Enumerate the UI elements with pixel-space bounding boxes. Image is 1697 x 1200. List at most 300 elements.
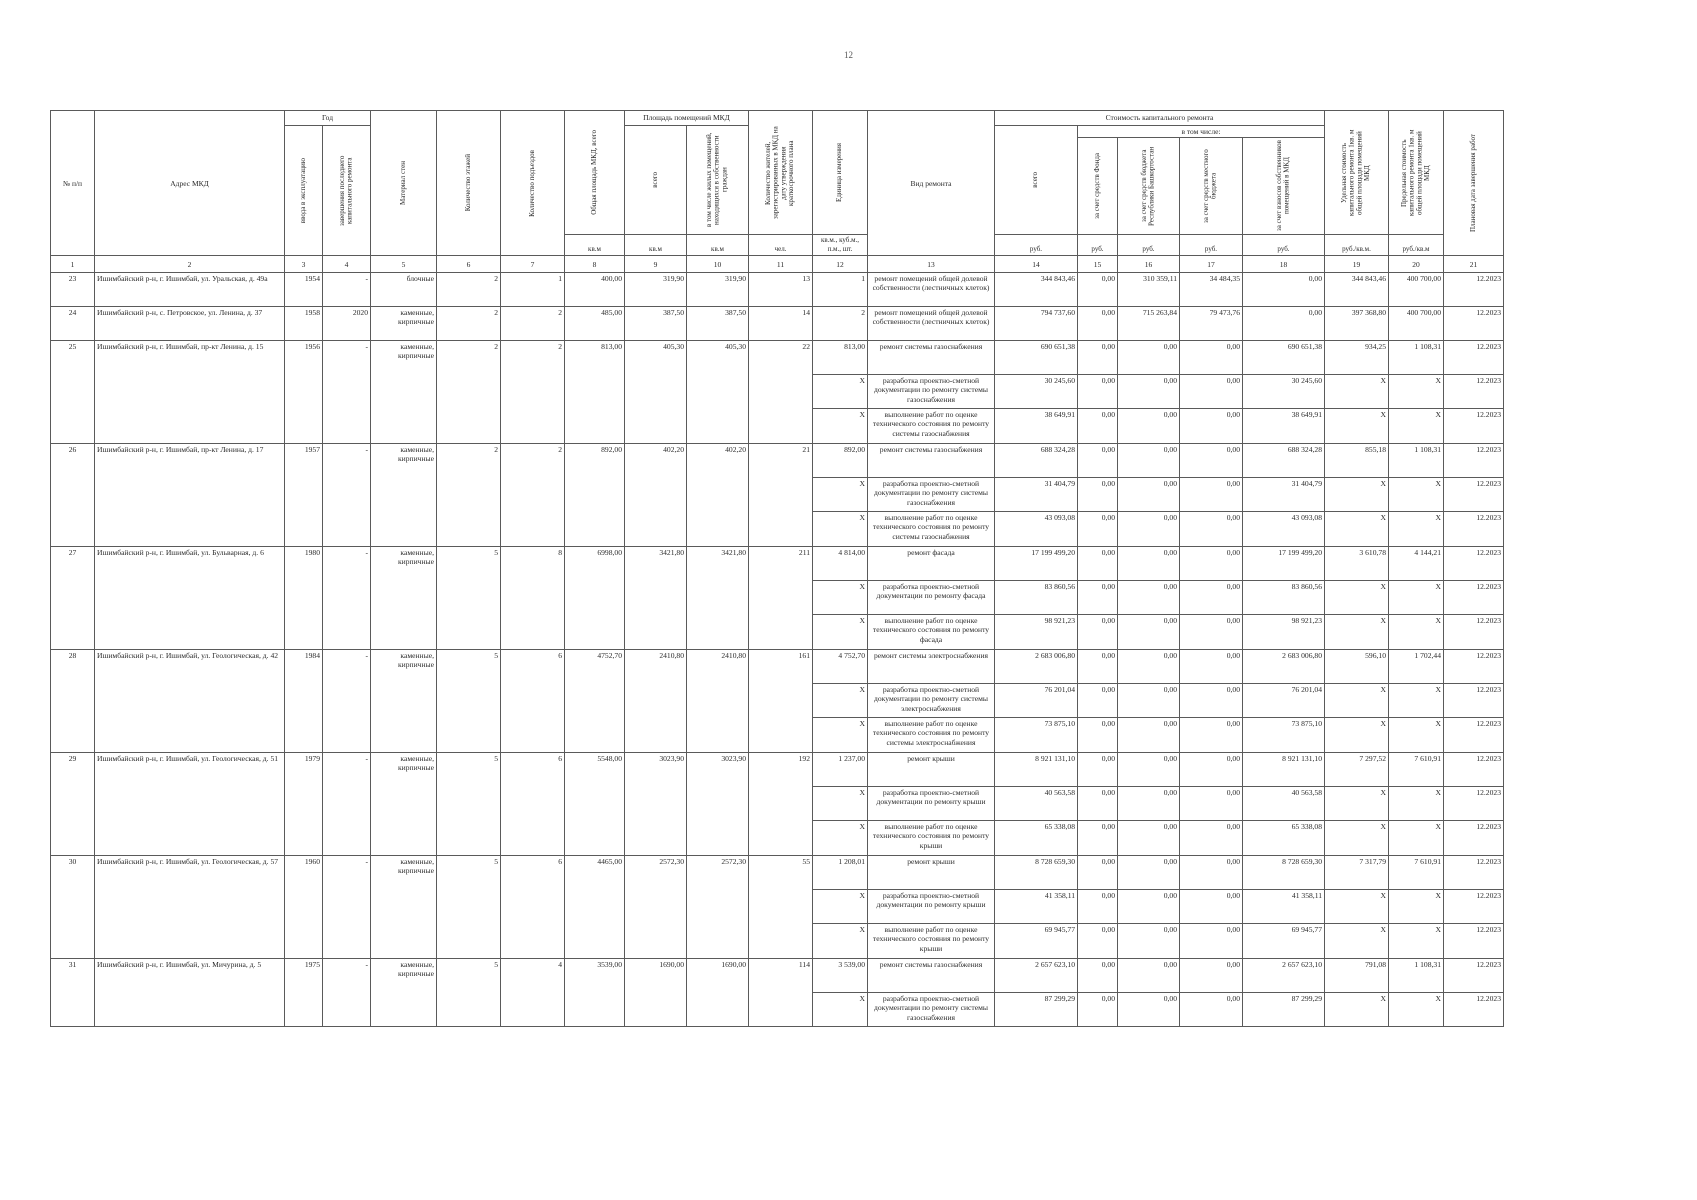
unit-cost-cell: X [1325, 718, 1389, 753]
planned-date-cell: 12.2023 [1444, 547, 1504, 581]
entrances-cell [501, 821, 565, 856]
row-number: 24 [51, 307, 95, 341]
repair-type-cell: ремонт системы газоснабжения [868, 444, 995, 478]
citizens-area-cell [687, 993, 749, 1027]
cost-total-cell: 43 093,08 [995, 512, 1078, 547]
cost-total-cell: 794 737,60 [995, 307, 1078, 341]
premises-cell: 405,30 [625, 341, 687, 375]
premises-cell: 1690,00 [625, 959, 687, 993]
planned-date-cell: 12.2023 [1444, 444, 1504, 478]
planned-date-cell: 12.2023 [1444, 478, 1504, 512]
cost-local-cell: 0,00 [1180, 581, 1243, 615]
cost-republic-cell: 0,00 [1118, 890, 1180, 924]
total-area-cell: 892,00 [565, 444, 625, 478]
limit-cost-cell: 1 702,44 [1389, 650, 1444, 684]
residents-cell [749, 890, 813, 924]
cost-republic-cell: 0,00 [1118, 615, 1180, 650]
table-row [51, 478, 1504, 512]
total-area-cell: 400,00 [565, 273, 625, 307]
premises-cell [625, 924, 687, 959]
total-area-cell: 4752,70 [565, 650, 625, 684]
repair-type-cell: ремонт системы электроснабжения [868, 650, 995, 684]
capital-repair-plan-table [50, 110, 1504, 1027]
year-cell: 1984 [285, 650, 323, 684]
header-entrances: Количество подъездов [501, 111, 565, 256]
unit-value-cell: 1 [813, 273, 868, 307]
row-number [51, 478, 95, 512]
limit-cost-cell: X [1389, 821, 1444, 856]
cost-total-cell: 8 921 131,10 [995, 753, 1078, 787]
cost-owners-cell: 8 921 131,10 [1243, 753, 1325, 787]
unit-local: руб. [1180, 235, 1243, 256]
column-number: 17 [1180, 256, 1243, 273]
row-number [51, 375, 95, 409]
unit-cost-cell: X [1325, 890, 1389, 924]
cost-owners-cell: 0,00 [1243, 273, 1325, 307]
residents-cell: 14 [749, 307, 813, 341]
wall-material-cell: каменные, кирпичные [371, 307, 437, 341]
planned-date-cell: 12.2023 [1444, 512, 1504, 547]
unit-total-area: кв.м [565, 235, 625, 256]
cost-owners-cell: 73 875,10 [1243, 718, 1325, 753]
cost-fund-cell: 0,00 [1078, 444, 1118, 478]
table-row [51, 787, 1504, 821]
limit-cost-cell: 1 108,31 [1389, 959, 1444, 993]
limit-cost-cell: X [1389, 890, 1444, 924]
header-year-last-repair: завершения последнего капитального ремонта [323, 126, 371, 256]
limit-cost-cell: X [1389, 615, 1444, 650]
planned-date-cell: 12.2023 [1444, 341, 1504, 375]
unit-premises-total: кв.м [625, 235, 687, 256]
entrances-cell: 4 [501, 959, 565, 993]
unit-value-cell: X [813, 581, 868, 615]
total-area-cell [565, 821, 625, 856]
entrances-cell [501, 924, 565, 959]
last-repair-cell: - [323, 341, 371, 375]
citizens-area-cell [687, 512, 749, 547]
floors-cell: 2 [437, 444, 501, 478]
header-including: в том числе: [1078, 126, 1325, 138]
cost-republic-cell: 0,00 [1118, 547, 1180, 581]
planned-date-cell: 12.2023 [1444, 959, 1504, 993]
unit-cost-cell: X [1325, 375, 1389, 409]
cost-fund-cell: 0,00 [1078, 890, 1118, 924]
repair-type-cell: разработка проектно-сметной документации по ремонту фасада [868, 581, 995, 615]
cost-republic-cell: 0,00 [1118, 753, 1180, 787]
table-row [51, 273, 1504, 307]
table-row [51, 547, 1504, 581]
row-number [51, 581, 95, 615]
cost-owners-cell: 76 201,04 [1243, 684, 1325, 718]
residents-cell [749, 993, 813, 1027]
year-cell: 1956 [285, 341, 323, 375]
citizens-area-cell [687, 787, 749, 821]
table-row [51, 856, 1504, 890]
repair-type-cell: ремонт системы газоснабжения [868, 959, 995, 993]
citizens-area-cell: 1690,00 [687, 959, 749, 993]
cost-total-cell: 83 860,56 [995, 581, 1078, 615]
citizens-area-cell [687, 684, 749, 718]
column-numbers-row [51, 256, 1504, 273]
address-cell [95, 684, 285, 718]
premises-cell: 2572,30 [625, 856, 687, 890]
unit-value-cell: X [813, 890, 868, 924]
residents-cell [749, 821, 813, 856]
last-repair-cell: - [323, 856, 371, 890]
last-repair-cell: 2020 [323, 307, 371, 341]
header-cost-total: всего [995, 126, 1078, 235]
floors-cell: 5 [437, 959, 501, 993]
cost-local-cell: 0,00 [1180, 512, 1243, 547]
planned-date-cell: 12.2023 [1444, 924, 1504, 959]
header-repair-type: Вид ремонта [868, 111, 995, 256]
row-number: 28 [51, 650, 95, 684]
entrances-cell [501, 512, 565, 547]
premises-cell [625, 512, 687, 547]
limit-cost-cell: X [1389, 409, 1444, 444]
row-number: 30 [51, 856, 95, 890]
wall-material-cell [371, 375, 437, 409]
cost-fund-cell: 0,00 [1078, 581, 1118, 615]
cost-total-cell: 98 921,23 [995, 615, 1078, 650]
unit-value-cell: X [813, 993, 868, 1027]
year-cell [285, 890, 323, 924]
row-number [51, 993, 95, 1027]
floors-cell [437, 375, 501, 409]
unit-value-cell: X [813, 615, 868, 650]
cost-total-cell: 690 651,38 [995, 341, 1078, 375]
citizens-area-cell [687, 375, 749, 409]
last-repair-cell: - [323, 444, 371, 478]
cost-total-cell: 2 657 623,10 [995, 959, 1078, 993]
table-row [51, 650, 1504, 684]
address-cell [95, 512, 285, 547]
unit-cost-cell: X [1325, 924, 1389, 959]
header-year: Год [285, 111, 371, 126]
residents-cell: 161 [749, 650, 813, 684]
unit-value-cell: X [813, 409, 868, 444]
column-number: 12 [813, 256, 868, 273]
wall-material-cell [371, 821, 437, 856]
last-repair-cell [323, 581, 371, 615]
unit-fund: руб. [1078, 235, 1118, 256]
entrances-cell: 2 [501, 341, 565, 375]
last-repair-cell [323, 512, 371, 547]
header-num: № п/п [51, 111, 95, 256]
cost-fund-cell: 0,00 [1078, 341, 1118, 375]
planned-date-cell: 12.2023 [1444, 307, 1504, 341]
repair-type-cell: разработка проектно-сметной документации по ремонту крыши [868, 890, 995, 924]
total-area-cell [565, 409, 625, 444]
cost-owners-cell: 43 093,08 [1243, 512, 1325, 547]
table-row [51, 341, 1504, 375]
column-number: 7 [501, 256, 565, 273]
cost-republic-cell: 0,00 [1118, 924, 1180, 959]
unit-cost-cell: 3 610,78 [1325, 547, 1389, 581]
citizens-area-cell [687, 581, 749, 615]
cost-fund-cell: 0,00 [1078, 375, 1118, 409]
cost-owners-cell: 17 199 499,20 [1243, 547, 1325, 581]
unit-value-cell: 4 814,00 [813, 547, 868, 581]
column-number: 11 [749, 256, 813, 273]
wall-material-cell [371, 993, 437, 1027]
planned-date-cell: 12.2023 [1444, 650, 1504, 684]
table-header [51, 111, 1504, 273]
unit-value-cell: 3 539,00 [813, 959, 868, 993]
cost-republic-cell: 0,00 [1118, 375, 1180, 409]
address-cell: Ишимбайский р-н, г. Ишимбай, ул. Бульварная, д. 6 [95, 547, 285, 581]
citizens-area-cell: 402,20 [687, 444, 749, 478]
cost-total-cell: 73 875,10 [995, 718, 1078, 753]
planned-date-cell: 12.2023 [1444, 753, 1504, 787]
premises-cell [625, 890, 687, 924]
limit-cost-cell: 1 108,31 [1389, 341, 1444, 375]
floors-cell: 5 [437, 856, 501, 890]
cost-owners-cell: 688 324,28 [1243, 444, 1325, 478]
row-number [51, 890, 95, 924]
cost-fund-cell: 0,00 [1078, 478, 1118, 512]
floors-cell [437, 821, 501, 856]
floors-cell [437, 478, 501, 512]
residents-cell: 211 [749, 547, 813, 581]
wall-material-cell [371, 890, 437, 924]
floors-cell [437, 581, 501, 615]
address-cell: Ишимбайский р-н, с. Петровское, ул. Ленина, д. 37 [95, 307, 285, 341]
cost-fund-cell: 0,00 [1078, 924, 1118, 959]
column-number: 4 [323, 256, 371, 273]
cost-total-cell: 65 338,08 [995, 821, 1078, 856]
cost-republic-cell: 0,00 [1118, 718, 1180, 753]
cost-total-cell: 38 649,91 [995, 409, 1078, 444]
header-unit: Единица измерения [813, 111, 868, 235]
wall-material-cell: каменные, кирпичные [371, 547, 437, 581]
header-residents: Количество жителей, зарегистрированных в МКД на дату утверждения краткосрочного плана [749, 111, 813, 235]
year-cell [285, 512, 323, 547]
unit-owners: руб. [1243, 235, 1325, 256]
entrances-cell [501, 890, 565, 924]
residents-cell [749, 409, 813, 444]
cost-republic-cell: 0,00 [1118, 444, 1180, 478]
cost-republic-cell: 0,00 [1118, 787, 1180, 821]
cost-total-cell: 688 324,28 [995, 444, 1078, 478]
repair-type-cell: ремонт помещений общей долевой собственности (лестничных клеток) [868, 307, 995, 341]
last-repair-cell [323, 718, 371, 753]
column-number: 8 [565, 256, 625, 273]
total-area-cell [565, 375, 625, 409]
last-repair-cell [323, 375, 371, 409]
planned-date-cell: 12.2023 [1444, 615, 1504, 650]
wall-material-cell [371, 409, 437, 444]
total-area-cell [565, 924, 625, 959]
address-cell [95, 821, 285, 856]
cost-fund-cell: 0,00 [1078, 993, 1118, 1027]
table-row [51, 409, 1504, 444]
cost-local-cell: 0,00 [1180, 547, 1243, 581]
residents-cell: 114 [749, 959, 813, 993]
repair-type-cell: выполнение работ по оценке технического состояния по ремонту фасада [868, 615, 995, 650]
unit-limit-cost: руб./кв.м [1389, 235, 1444, 256]
last-repair-cell [323, 890, 371, 924]
wall-material-cell: каменные, кирпичные [371, 753, 437, 787]
address-cell: Ишимбайский р-н, г. Ишимбай, ул. Геологическая, д. 51 [95, 753, 285, 787]
cost-fund-cell: 0,00 [1078, 409, 1118, 444]
cost-total-cell: 31 404,79 [995, 478, 1078, 512]
unit-cost-cell: 934,25 [1325, 341, 1389, 375]
premises-cell [625, 375, 687, 409]
address-cell [95, 993, 285, 1027]
cost-republic-cell: 310 359,11 [1118, 273, 1180, 307]
last-repair-cell: - [323, 959, 371, 993]
citizens-area-cell: 3421,80 [687, 547, 749, 581]
entrances-cell: 1 [501, 273, 565, 307]
entrances-cell [501, 478, 565, 512]
residents-cell [749, 615, 813, 650]
header-premises-citizens: в том числе жилых помещений, находящихся в собственности граждан [687, 126, 749, 235]
repair-type-cell: выполнение работ по оценке технического состояния по ремонту системы электроснабжения [868, 718, 995, 753]
cost-owners-cell: 2 657 623,10 [1243, 959, 1325, 993]
cost-owners-cell: 87 299,29 [1243, 993, 1325, 1027]
unit-value-cell: 4 752,70 [813, 650, 868, 684]
entrances-cell: 6 [501, 856, 565, 890]
floors-cell [437, 924, 501, 959]
unit-value-cell: X [813, 375, 868, 409]
wall-material-cell [371, 615, 437, 650]
unit-cost-cell: 855,18 [1325, 444, 1389, 478]
row-number: 23 [51, 273, 95, 307]
planned-date-cell: 12.2023 [1444, 821, 1504, 856]
unit-value-cell: 892,00 [813, 444, 868, 478]
row-number: 31 [51, 959, 95, 993]
cost-total-cell: 40 563,58 [995, 787, 1078, 821]
wall-material-cell: блочные [371, 273, 437, 307]
table-row [51, 993, 1504, 1027]
limit-cost-cell: X [1389, 684, 1444, 718]
floors-cell [437, 890, 501, 924]
entrances-cell: 6 [501, 753, 565, 787]
repair-type-cell: разработка проектно-сметной документации по ремонту системы газоснабжения [868, 478, 995, 512]
cost-republic-cell: 0,00 [1118, 341, 1180, 375]
cost-total-cell: 69 945,77 [995, 924, 1078, 959]
repair-type-cell: ремонт фасада [868, 547, 995, 581]
address-cell [95, 787, 285, 821]
cost-local-cell: 0,00 [1180, 993, 1243, 1027]
header-limit-cost: Предельная стоимость капитального ремонта 1кв. м общей площади помещений МКД [1389, 111, 1444, 235]
header-premises-area: Площадь помещений МКД [625, 111, 749, 126]
year-cell [285, 615, 323, 650]
limit-cost-cell: X [1389, 581, 1444, 615]
floors-cell [437, 787, 501, 821]
wall-material-cell [371, 512, 437, 547]
citizens-area-cell: 319,90 [687, 273, 749, 307]
entrances-cell: 8 [501, 547, 565, 581]
unit-cost-cell: 791,08 [1325, 959, 1389, 993]
wall-material-cell [371, 718, 437, 753]
limit-cost-cell: 4 144,21 [1389, 547, 1444, 581]
limit-cost-cell: 7 610,91 [1389, 753, 1444, 787]
unit-value-cell: 2 [813, 307, 868, 341]
row-number [51, 924, 95, 959]
last-repair-cell: - [323, 650, 371, 684]
repair-type-cell: выполнение работ по оценке технического состояния по ремонту крыши [868, 821, 995, 856]
residents-cell: 22 [749, 341, 813, 375]
floors-cell [437, 718, 501, 753]
unit-value-cell: X [813, 718, 868, 753]
premises-cell [625, 581, 687, 615]
premises-cell [625, 787, 687, 821]
wall-material-cell: каменные, кирпичные [371, 959, 437, 993]
unit-value-cell: X [813, 512, 868, 547]
citizens-area-cell: 2410,80 [687, 650, 749, 684]
limit-cost-cell: X [1389, 512, 1444, 547]
unit-unit-cost: руб./кв.м. [1325, 235, 1389, 256]
floors-cell [437, 993, 501, 1027]
cost-owners-cell: 83 860,56 [1243, 581, 1325, 615]
total-area-cell: 813,00 [565, 341, 625, 375]
year-cell: 1980 [285, 547, 323, 581]
floors-cell [437, 684, 501, 718]
column-number: 14 [995, 256, 1078, 273]
table-row [51, 924, 1504, 959]
cost-republic-cell: 0,00 [1118, 821, 1180, 856]
planned-date-cell: 12.2023 [1444, 375, 1504, 409]
residents-cell [749, 512, 813, 547]
header-cost: Стоимость капитального ремонта [995, 111, 1325, 126]
address-cell [95, 409, 285, 444]
table-row [51, 890, 1504, 924]
table-row [51, 821, 1504, 856]
year-cell [285, 821, 323, 856]
unit-cost-cell: X [1325, 512, 1389, 547]
row-number [51, 615, 95, 650]
unit-cost-cell: X [1325, 787, 1389, 821]
cost-fund-cell: 0,00 [1078, 684, 1118, 718]
limit-cost-cell: X [1389, 478, 1444, 512]
header-local: за счет средств местного бюджета [1180, 138, 1243, 235]
table-row [51, 375, 1504, 409]
year-cell [285, 787, 323, 821]
cost-local-cell: 0,00 [1180, 341, 1243, 375]
unit-residents: чел. [749, 235, 813, 256]
table-row [51, 307, 1504, 341]
header-republic: за счет средств бюджета Республики Башкортостан [1118, 138, 1180, 235]
unit-value-cell: 1 208,01 [813, 856, 868, 890]
citizens-area-cell [687, 821, 749, 856]
year-cell: 1954 [285, 273, 323, 307]
planned-date-cell: 12.2023 [1444, 273, 1504, 307]
total-area-cell [565, 787, 625, 821]
unit-cost-cell: 596,10 [1325, 650, 1389, 684]
total-area-cell [565, 993, 625, 1027]
row-number [51, 512, 95, 547]
unit-cost-cell: X [1325, 821, 1389, 856]
header-planned-date: Плановая дата завершения работ [1444, 111, 1504, 256]
cost-republic-cell: 0,00 [1118, 581, 1180, 615]
planned-date-cell: 12.2023 [1444, 718, 1504, 753]
header-unit-cost: Удельная стоимость капитального ремонта 1кв. м общей площади помещений МКД [1325, 111, 1389, 235]
cost-local-cell: 0,00 [1180, 753, 1243, 787]
repair-type-cell: ремонт системы газоснабжения [868, 341, 995, 375]
premises-cell: 3023,90 [625, 753, 687, 787]
citizens-area-cell [687, 924, 749, 959]
last-repair-cell: - [323, 753, 371, 787]
cost-fund-cell: 0,00 [1078, 718, 1118, 753]
last-repair-cell: - [323, 547, 371, 581]
row-number [51, 718, 95, 753]
cost-owners-cell: 69 945,77 [1243, 924, 1325, 959]
total-area-cell [565, 684, 625, 718]
year-cell: 1979 [285, 753, 323, 787]
limit-cost-cell: X [1389, 718, 1444, 753]
